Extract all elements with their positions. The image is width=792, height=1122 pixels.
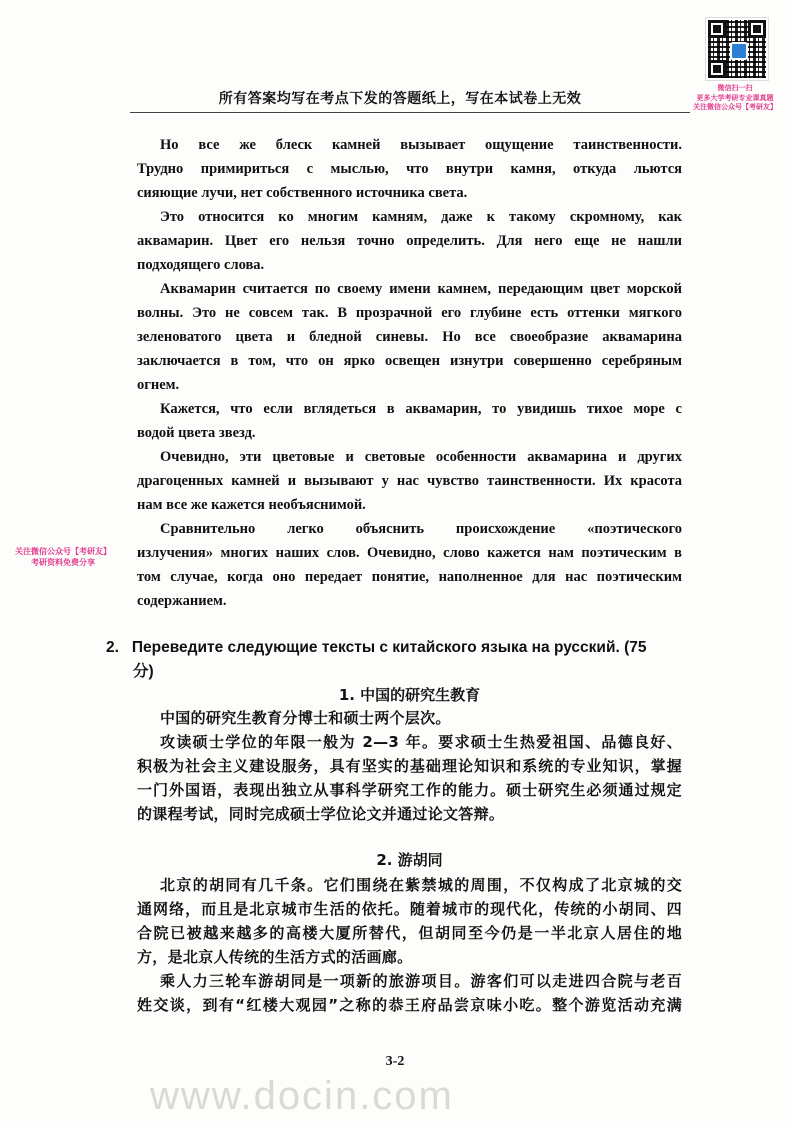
text-line: подходящего слова.: [137, 257, 265, 273]
text-line: Аквамарин считается по своему имени камнем, передающим цвет морской: [160, 281, 682, 297]
section-title: Переведите следующие тексты с китайского языка на русский. (75: [131, 639, 647, 656]
text-line: сияющие лучи, нет собственного источника света.: [137, 185, 468, 201]
text-line: том случае, когда оно передает понятие, наполненное для нас поэтическим: [137, 569, 682, 585]
text-line: содержанием.: [137, 593, 227, 609]
docin-watermark: www.docin.com: [150, 1074, 454, 1118]
text-line: заключается в том, что он ярко освещен изнутри совершенно серебряным: [137, 353, 682, 369]
section-title-cont: 分): [133, 663, 154, 680]
qr-code: [706, 18, 768, 80]
qr-finder: [708, 20, 726, 38]
text-line: 的课程考试，同时完成硕士学位论文并通过论文答辩。: [137, 805, 505, 823]
text1-passage: [137, 706, 682, 826]
text2-passage: [137, 873, 682, 1017]
text-line: аквамарин. Цвет его нельзя точно определить. Для него еще не нашли: [137, 233, 682, 249]
text-line: 乘人力三轮车游胡同是一项新的旅游项目。游客们可以走进四合院与老百: [160, 972, 682, 990]
text-line: 北京的胡同有几千条。它们围绕在紫禁城的周围，不仅构成了北京城的交: [160, 876, 682, 894]
page-number: 3-2: [385, 1054, 405, 1069]
pink-watermark: [8, 546, 118, 568]
text-line: 通网络，而且是北京城市生活的依托。随着城市的现代化，传统的小胡同、四: [137, 900, 682, 918]
qr-promo-line1: 更多大学考研专业课真题: [696, 94, 774, 102]
qr-finder: [708, 60, 726, 78]
text-line: Трудно примириться с мыслью, что внутри камня, откуда льются: [137, 161, 682, 177]
text-line: 积极为社会主义建设服务，具有坚实的基础理论知识和系统的专业知识，掌握: [137, 757, 682, 775]
pink-watermark-line2: 考研资料免费分享: [31, 558, 95, 567]
pink-watermark-line1: 关注微信公众号【考研友】: [15, 547, 111, 556]
text-line: излучения» многих наших слов. Очевидно, слово кажется нам поэтическим в: [137, 545, 682, 561]
text1-title: 1. 中国的研究生教育: [338, 686, 481, 704]
text-line: 方，是北京人传统的生活方式的活画廊。: [137, 948, 413, 966]
text-line: Сравнительно легко объяснить происхождение «поэтического: [160, 521, 682, 537]
text-line: Кажется, что если вглядеться в аквамарин, то увидишь тихое море с: [160, 401, 682, 417]
exam-header-notice: 所有答案均写在考点下发的答题纸上，写在本试卷上无效: [218, 91, 582, 107]
section-number: 2.: [106, 639, 119, 656]
section-2-heading: [106, 636, 686, 684]
text2-title: 2. 游胡同: [376, 851, 443, 869]
qr-promo-line2: 关注微信公众号【考研友】: [693, 103, 777, 111]
text-line: Но все же блеск камней вызывает ощущение таинственности.: [160, 137, 682, 153]
text-line: 中国的研究生教育分博士和硕士两个层次。: [160, 709, 451, 727]
qr-scan-label: 微信扫一扫: [717, 84, 753, 92]
text-line: огнем.: [137, 377, 180, 393]
header-rule: [130, 112, 690, 113]
text-line: Это относится ко многим камням, даже к такому скромному, как: [160, 209, 682, 225]
qr-logo-icon: [730, 42, 748, 60]
text-line: 一门外国语，表现出独立从事科学研究工作的能力。硕士研究生必须通过规定: [137, 781, 682, 799]
qr-finder: [748, 20, 766, 38]
text-line: 姓交谈，到有“红楼大观园”之称的恭王府品尝京味小吃。整个游览活动充满: [137, 996, 682, 1014]
text-line: 合院已被越来越多的高楼大厦所替代，但胡同至今仍是一半北京人居住的地: [137, 924, 682, 942]
text-line: водой цвета звезд.: [137, 425, 256, 441]
russian-passage: [137, 133, 682, 613]
text-line: волны. Это не совсем так. В прозрачной его глубине есть оттенки мягкого: [137, 305, 682, 321]
text-line: нам все же кажется необъяснимой.: [137, 497, 366, 513]
text-line: Очевидно, эти цветовые и световые особенности аквамарина и других: [160, 449, 682, 465]
text-line: драгоценных камней и вызывают у нас чувство таинственности. Их красота: [137, 473, 682, 489]
text-line: зеленоватого цвета и бледной синевы. Но все своеобразие аквамарина: [137, 329, 682, 345]
text-line: 攻读硕士学位的年限一般为 2—3 年。要求硕士生热爱祖国、品德良好、: [160, 733, 682, 751]
